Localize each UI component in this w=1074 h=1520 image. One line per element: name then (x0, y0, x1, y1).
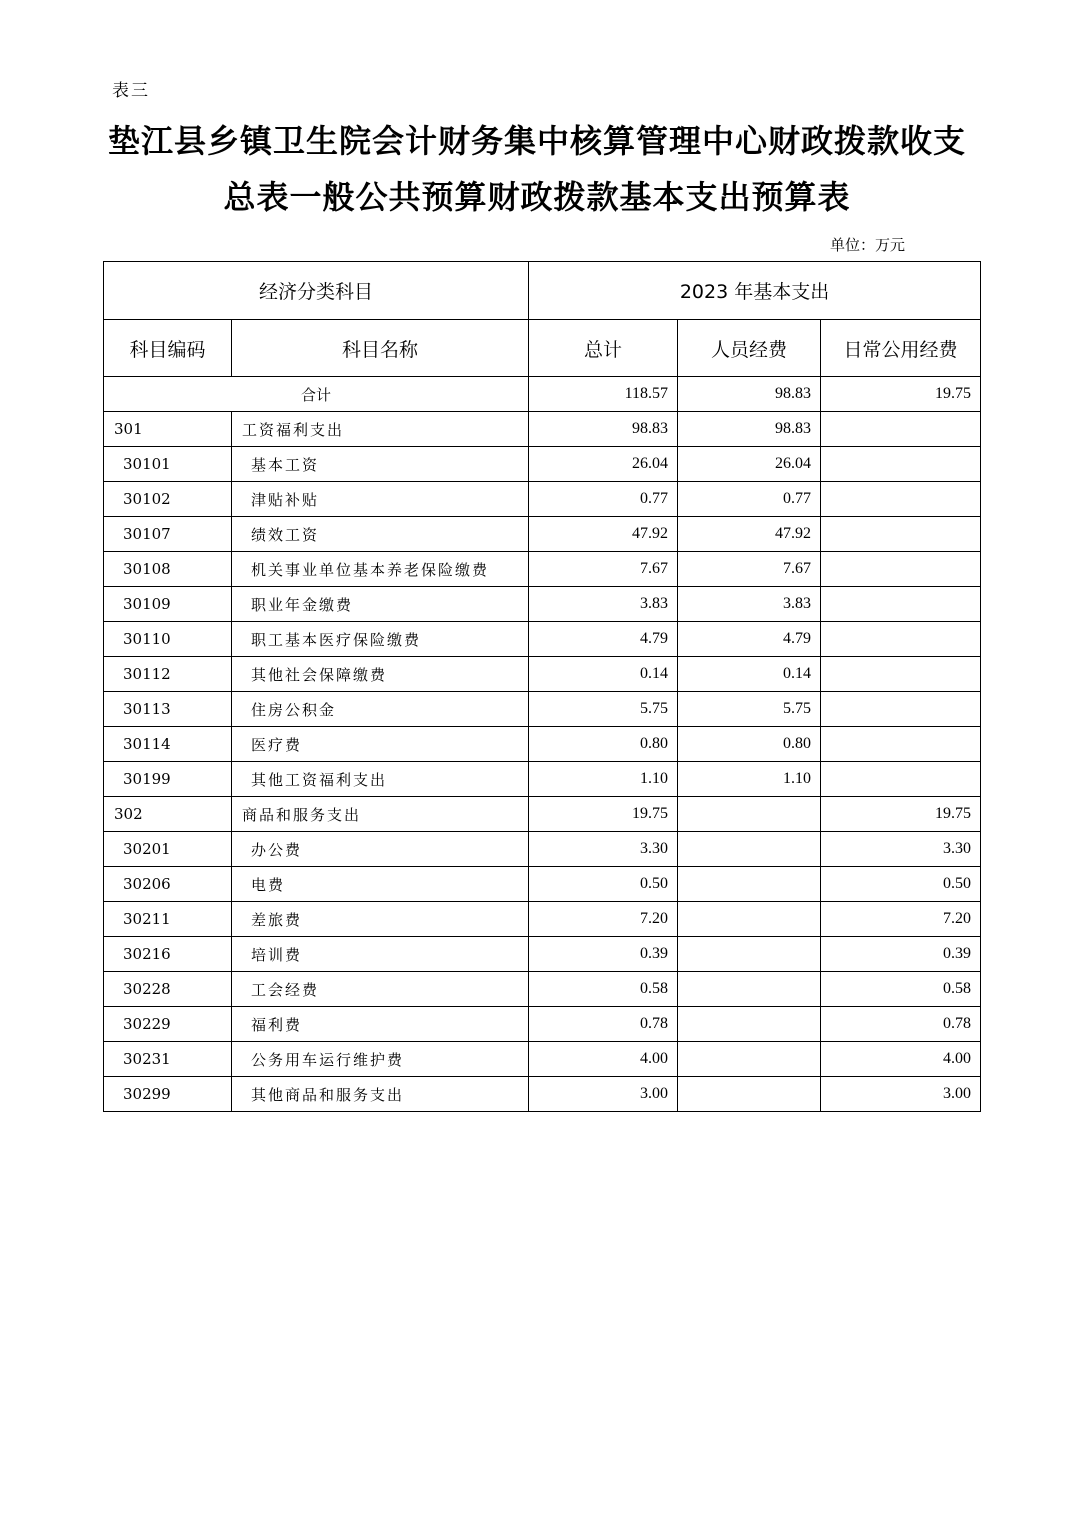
cell-personnel-expense (678, 902, 821, 937)
table-row (104, 622, 981, 657)
cell-public-expense (821, 517, 981, 552)
cell-personnel-expense: 0.14 (678, 657, 821, 692)
cell-personnel-expense: 0.77 (678, 482, 821, 517)
table-row (104, 447, 981, 482)
cell-public-expense: 7.20 (821, 902, 981, 937)
table-row (104, 972, 981, 1007)
cell-subject-code: 30211 (104, 902, 232, 937)
cell-total: 0.80 (529, 727, 678, 762)
header-subject-code: 科目编码 (104, 320, 232, 377)
cell-subject-name: 办公费 (232, 832, 529, 867)
cell-subject-name: 工资福利支出 (232, 412, 529, 447)
cell-subject-name: 津贴补贴 (232, 482, 529, 517)
cell-public-expense: 19.75 (821, 797, 981, 832)
header-economic-classification: 经济分类科目 (104, 262, 529, 320)
cell-subject-code: 30112 (104, 657, 232, 692)
cell-subject-code: 30201 (104, 832, 232, 867)
cell-subject-name: 培训费 (232, 937, 529, 972)
cell-subject-code: 30102 (104, 482, 232, 517)
cell-subject-code: 30108 (104, 552, 232, 587)
cell-subject-code: 302 (104, 797, 232, 832)
header-basic-expenditure-2023: 2023 年基本支出 (529, 262, 981, 320)
cell-subject-code: 301 (104, 412, 232, 447)
cell-personnel-expense (678, 1077, 821, 1112)
cell-public-expense (821, 482, 981, 517)
cell-public-expense (821, 692, 981, 727)
cell-total: 1.10 (529, 762, 678, 797)
cell-subject-name: 商品和服务支出 (232, 797, 529, 832)
total-label: 合计 (104, 377, 529, 412)
cell-personnel-expense: 7.67 (678, 552, 821, 587)
cell-total: 0.50 (529, 867, 678, 902)
cell-public-expense (821, 587, 981, 622)
cell-personnel-expense (678, 867, 821, 902)
document-title-line-1: 垫江县乡镇卫生院会计财务集中核算管理中心财政拨款收支 (107, 122, 966, 160)
cell-total: 7.20 (529, 902, 678, 937)
cell-subject-code: 30109 (104, 587, 232, 622)
table-row (104, 692, 981, 727)
table-row (104, 727, 981, 762)
cell-total: 3.00 (529, 1077, 678, 1112)
cell-public-expense (821, 447, 981, 482)
cell-total: 0.77 (529, 482, 678, 517)
cell-personnel-expense (678, 797, 821, 832)
cell-subject-name: 公务用车运行维护费 (232, 1042, 529, 1077)
cell-subject-code: 30299 (104, 1077, 232, 1112)
table-row (104, 832, 981, 867)
cell-subject-name: 其他工资福利支出 (232, 762, 529, 797)
cell-subject-name: 其他商品和服务支出 (232, 1077, 529, 1112)
cell-total: 3.83 (529, 587, 678, 622)
table-row (104, 762, 981, 797)
table-row (104, 552, 981, 587)
header-public-expense: 日常公用经费 (821, 320, 981, 377)
table-row (104, 1007, 981, 1042)
cell-public-expense: 3.00 (821, 1077, 981, 1112)
cell-subject-name: 电费 (232, 867, 529, 902)
cell-subject-code: 30101 (104, 447, 232, 482)
table-row (104, 797, 981, 832)
cell-public-expense: 3.30 (821, 832, 981, 867)
table-row (104, 1042, 981, 1077)
cell-public-expense (821, 412, 981, 447)
cell-total: 7.67 (529, 552, 678, 587)
cell-personnel-expense (678, 937, 821, 972)
cell-public-expense: 4.00 (821, 1042, 981, 1077)
cell-personnel-expense: 5.75 (678, 692, 821, 727)
table-row (104, 1077, 981, 1112)
cell-subject-name: 住房公积金 (232, 692, 529, 727)
cell-subject-name: 绩效工资 (232, 517, 529, 552)
table-row (104, 482, 981, 517)
cell-personnel-expense (678, 972, 821, 1007)
cell-public-expense (821, 762, 981, 797)
cell-total: 0.78 (529, 1007, 678, 1042)
cell-personnel-expense: 26.04 (678, 447, 821, 482)
cell-subject-name: 其他社会保障缴费 (232, 657, 529, 692)
cell-total: 0.39 (529, 937, 678, 972)
cell-subject-code: 30199 (104, 762, 232, 797)
cell-public-expense: 0.50 (821, 867, 981, 902)
cell-total: 4.79 (529, 622, 678, 657)
document-label: 表三 (112, 81, 150, 101)
cell-public-expense (821, 552, 981, 587)
budget-table (103, 261, 981, 1112)
cell-public-expense (821, 727, 981, 762)
header-total: 总计 (529, 320, 678, 377)
header-row-columns (104, 320, 981, 377)
cell-subject-name: 差旅费 (232, 902, 529, 937)
cell-total: 47.92 (529, 517, 678, 552)
cell-total: 3.30 (529, 832, 678, 867)
cell-total: 4.00 (529, 1042, 678, 1077)
cell-personnel-expense: 47.92 (678, 517, 821, 552)
cell-personnel-expense: 4.79 (678, 622, 821, 657)
table-row (104, 902, 981, 937)
cell-subject-name: 工会经费 (232, 972, 529, 1007)
cell-personnel-expense: 1.10 (678, 762, 821, 797)
cell-public-expense (821, 622, 981, 657)
document-title-line-2: 总表一般公共预算财政拨款基本支出预算表 (223, 178, 851, 216)
cell-total: 0.58 (529, 972, 678, 1007)
cell-subject-code: 30229 (104, 1007, 232, 1042)
cell-personnel-expense: 0.80 (678, 727, 821, 762)
table-row (104, 867, 981, 902)
total-personnel: 98.83 (678, 377, 821, 412)
cell-personnel-expense: 98.83 (678, 412, 821, 447)
cell-subject-code: 30110 (104, 622, 232, 657)
cell-total: 19.75 (529, 797, 678, 832)
cell-subject-code: 30231 (104, 1042, 232, 1077)
cell-public-expense: 0.58 (821, 972, 981, 1007)
unit-label: 单位：万元 (830, 236, 906, 254)
total-sum: 118.57 (529, 377, 678, 412)
cell-total: 0.14 (529, 657, 678, 692)
cell-public-expense (821, 657, 981, 692)
header-row-group (104, 262, 981, 320)
table-row (104, 412, 981, 447)
table-row (104, 517, 981, 552)
header-personnel-expense: 人员经费 (678, 320, 821, 377)
table-row (104, 937, 981, 972)
cell-personnel-expense (678, 1007, 821, 1042)
cell-subject-name: 医疗费 (232, 727, 529, 762)
cell-subject-name: 福利费 (232, 1007, 529, 1042)
cell-subject-name: 职工基本医疗保险缴费 (232, 622, 529, 657)
total-row (104, 377, 981, 412)
table-row (104, 587, 981, 622)
cell-subject-name: 基本工资 (232, 447, 529, 482)
cell-subject-code: 30216 (104, 937, 232, 972)
cell-total: 98.83 (529, 412, 678, 447)
cell-total: 5.75 (529, 692, 678, 727)
cell-public-expense: 0.78 (821, 1007, 981, 1042)
cell-subject-code: 30113 (104, 692, 232, 727)
table-row (104, 657, 981, 692)
header-subject-name: 科目名称 (232, 320, 529, 377)
cell-subject-name: 机关事业单位基本养老保险缴费 (232, 552, 529, 587)
cell-subject-name: 职业年金缴费 (232, 587, 529, 622)
cell-public-expense: 0.39 (821, 937, 981, 972)
cell-subject-code: 30206 (104, 867, 232, 902)
cell-subject-code: 30114 (104, 727, 232, 762)
cell-personnel-expense (678, 832, 821, 867)
cell-personnel-expense: 3.83 (678, 587, 821, 622)
cell-subject-code: 30107 (104, 517, 232, 552)
total-public: 19.75 (821, 377, 981, 412)
cell-subject-code: 30228 (104, 972, 232, 1007)
cell-total: 26.04 (529, 447, 678, 482)
cell-personnel-expense (678, 1042, 821, 1077)
